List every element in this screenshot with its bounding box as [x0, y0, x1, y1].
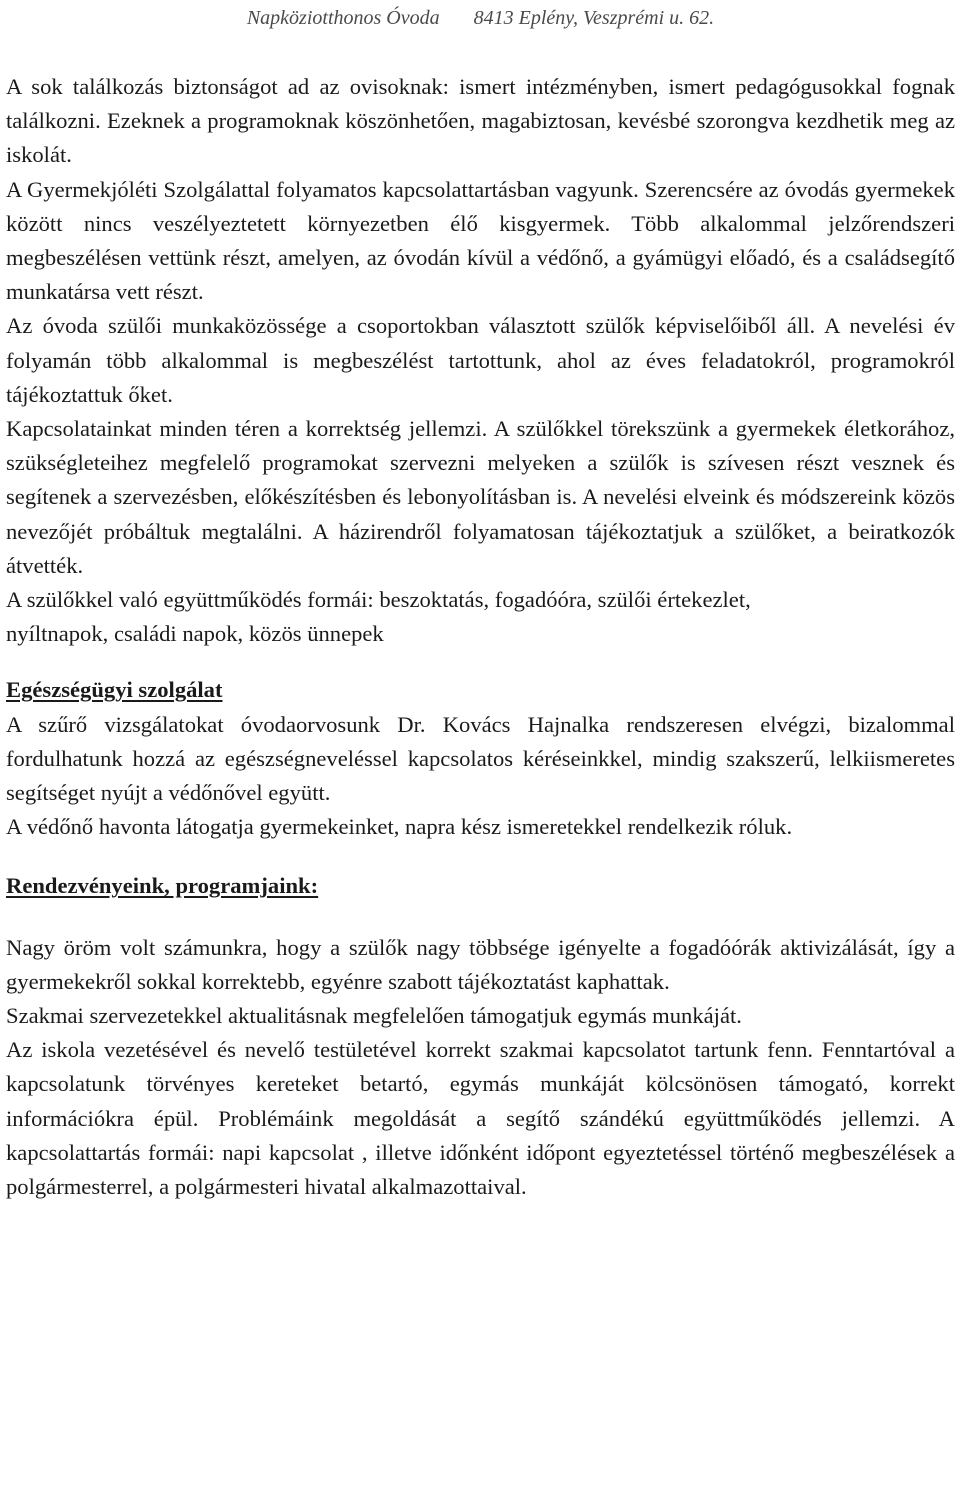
paragraph-parent-community: Az óvoda szülői munkaközössége a csoportokban választott szülők képviselőiből áll. A nevelési év folyamán több alkalommal is megbeszélést tartottunk, ahol az éves feladatokról, programokról tájékoztattuk őket.: [6, 313, 955, 407]
paragraph-health-nurse: A védőnő havonta látogatja gyermekeinket, napra kész ismeretekkel rendelkezik róluk.: [6, 814, 793, 840]
document-page: [6, 0, 955, 1204]
paragraph-events-school: Az iskola vezetésével és nevelő testületével korrekt szakmai kapcsolatot tartunk fenn. Fenntartóval a kapcsolatunk törvényes kereteket betartó, egymás munkáját kölcsönösen támogató, korrekt információkra épül. Problémáink megoldását a segítő szándékú együttműködés jellemzi. A kapcsolattartás formái: napi kapcsolat , illetve időnként időpont egyeztetéssel történő megbeszélések a polgármesterrel, a polgármesteri hivatal alkalmazottaival.: [6, 1037, 955, 1200]
paragraph-events-organizations: Szakmai szervezetekkel aktualitásnak megfelelően támogatjuk egymás munkáját.: [6, 1003, 742, 1029]
header-address: 8413 Eplény, Veszprémi u. 62.: [473, 7, 715, 29]
paragraph-relations: Kapcsolatainkat minden téren a korrektség jellemzi. A szülőkkel törekszünk a gyermekek életkorához, szükségleteihez megfelelő programokat szervezni melyeken a szülők is szívesen részt vesznek és segítenek a szervezésben, előkészítésben és lebonyolításban is. A nevelési elveink és módszereink közös nevezőjét próbáltuk megtalálni. A házirendről folyamatosan tájékoztatjuk a szülőket, a beiratkozók átvették.: [6, 416, 955, 578]
paragraph-events-consultation: Nagy öröm volt számunkra, hogy a szülők nagy többsége igényelte a fogadóórák aktivizálását, így a gyermekekről sokkal korrektebb, egyénre szabott tájékoztatást kaphattak.: [6, 934, 955, 994]
spacer: [6, 844, 955, 869]
header-institution: Napköziotthonos Óvoda: [246, 7, 440, 29]
paragraph-cooperation-forms: A szülőkkel való együttműködés formái: beszoktatás, fogadóóra, szülői értekezlet,: [6, 587, 751, 613]
spacer: [6, 904, 955, 931]
heading-health-service: Egészségügyi szolgálat: [6, 677, 223, 703]
heading-events: Rendezvényeink, programjaink:: [6, 873, 319, 899]
page-header: [6, 0, 955, 70]
paragraph-programs: A sok találkozás biztonságot ad az ovisoknak: ismert intézményben, ismert pedagógusokkal fognak találkozni. Ezeknek a programoknak köszönhetően, magabiztosan, kevésbé szorongva kezdhetik meg az iskolát.: [6, 74, 955, 168]
paragraph-health-doctor: A szűrő vizsgálatokat óvodaorvosunk Dr. Kovács Hajnalka rendszeresen elvégzi, bizalommal fordulhatunk hozzá az egészségneveléssel kapcsolatos kéréseinkkel, mindig szakszerű, lelkiismeretes segítséget nyújt a védőnővel együtt.: [6, 711, 955, 806]
spacer: [6, 651, 955, 673]
paragraph-cooperation-forms-cont: nyíltnapok, családi napok, közös ünnepek: [6, 621, 384, 647]
paragraph-child-welfare: A Gyermekjóléti Szolgálattal folyamatos kapcsolattartásban vagyunk. Szerencsére az óvodás gyermekek között nincs veszélyeztetett környezetben élő kisgyermek. Több alkalommal jelzőrendszeri megbeszélésen vettünk részt, amelyen, az óvodán kívül a védőnő, a gyámügyi előadó, és a családsegítő munkatársa vett részt.: [6, 176, 955, 305]
